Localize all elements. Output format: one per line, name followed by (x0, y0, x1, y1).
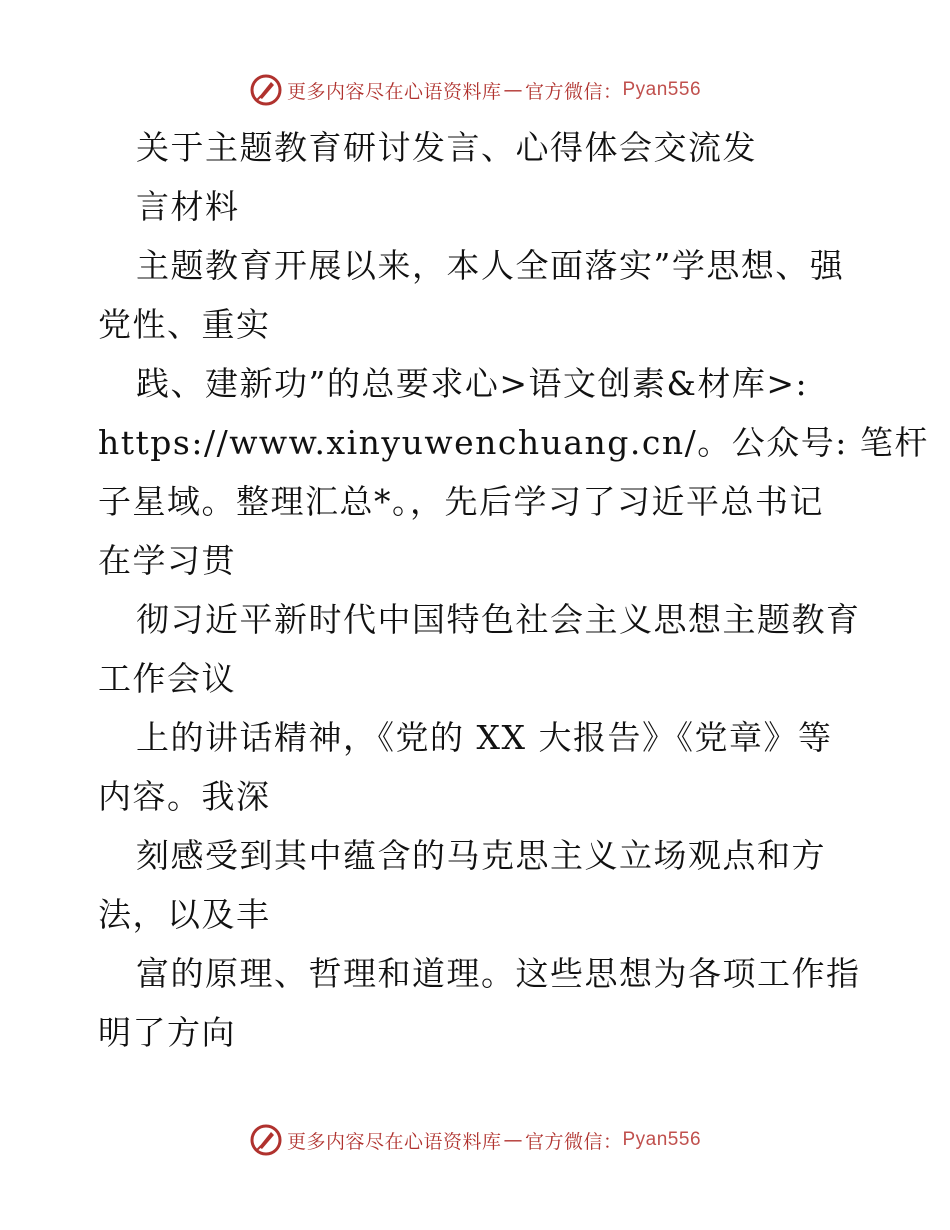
text-line: 子星域。整理汇总*。，先后学习了习近平总书记 (98, 482, 824, 521)
watermark-separator: — (503, 79, 523, 101)
text-line: 刻感受到其中蕴含的马克思主义立场观点和方 (136, 836, 826, 875)
text-line: 关于主题教育研讨发言、心得体会交流发 (136, 128, 757, 167)
text-line: 明了方向 (98, 1013, 236, 1052)
text-line: 工作会议 (98, 659, 236, 698)
header-watermark (0, 70, 950, 110)
text-line: 在学习贯 (98, 541, 236, 580)
watermark-contact-label: 官方微信： (524, 1130, 623, 1153)
quill-logo-icon (249, 1123, 283, 1157)
text-line: 彻习近平新时代中国特色社会主义思想主题教育 (136, 600, 861, 639)
watermark-contact-id: Pyan556 (622, 1129, 702, 1150)
watermark-separator: — (503, 1129, 523, 1151)
watermark-text: 更多内容尽在心语资料库 (286, 80, 502, 103)
watermark-contact-id: Pyan556 (622, 79, 702, 100)
document-body (98, 118, 929, 1062)
text-line: 法，以及丰 (98, 895, 271, 934)
watermark-contact-label: 官方微信： (524, 80, 623, 103)
text-line: 上的讲话精神，《党的 XX 大报告》《党章》等 (136, 718, 833, 757)
text-line: 党性、重实 (98, 305, 271, 344)
watermark-text: 更多内容尽在心语资料库 (286, 1130, 502, 1153)
quill-logo-icon (249, 73, 283, 107)
text-line: 主题教育开展以来，本人全面落实”学思想、强 (136, 246, 845, 285)
text-line: 践、建新功”的总要求心>语文创素&材库>: (136, 364, 809, 403)
text-line: 内容。我深 (98, 777, 271, 816)
text-line: https://www.xinyuwenchuang.cn/。公众号: 笔杆 (98, 423, 929, 462)
text-line: 言材料 (136, 187, 240, 226)
text-line: 富的原理、哲理和道理。这些思想为各项工作指 (136, 954, 861, 993)
footer-watermark (0, 1120, 950, 1160)
